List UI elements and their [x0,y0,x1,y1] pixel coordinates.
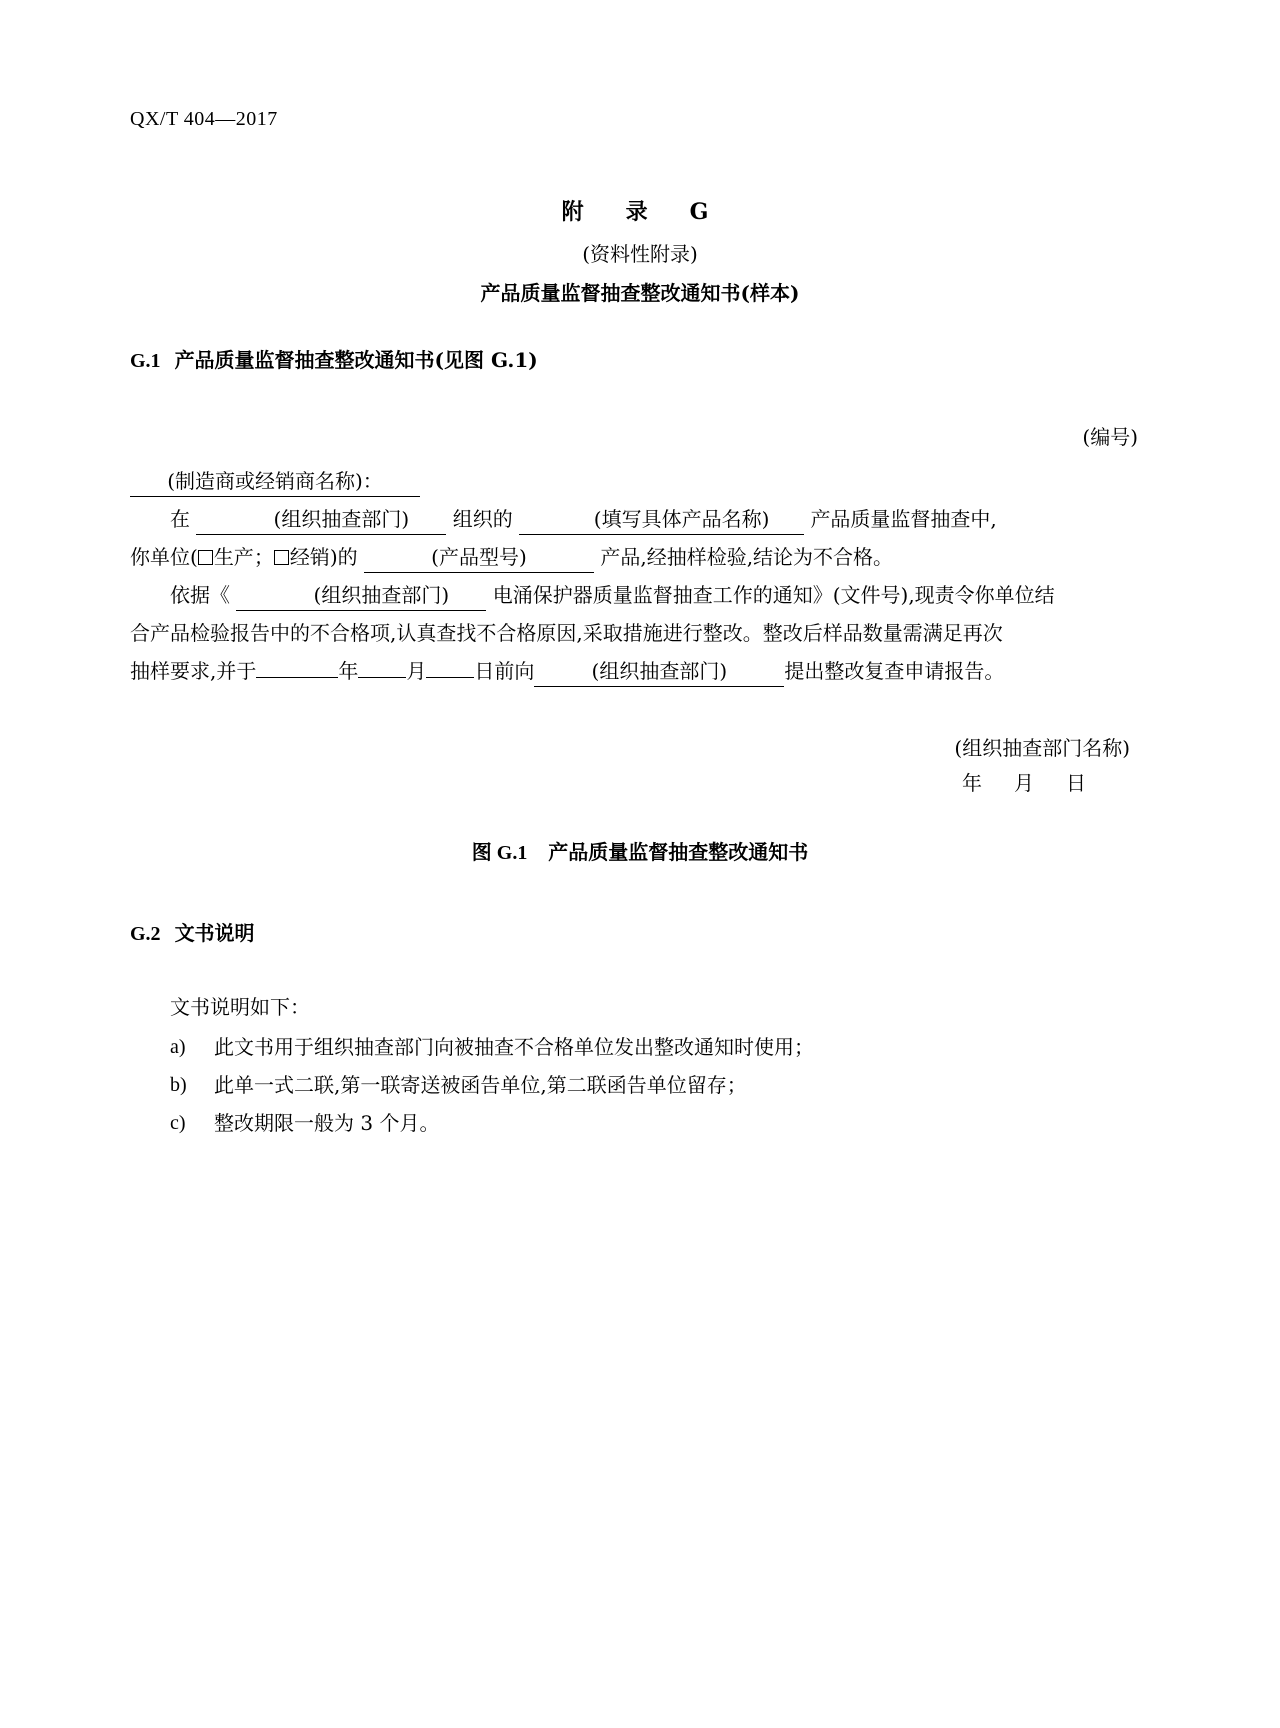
p2-mid-1: 电涌保护器质量监督抽查工作的通知》(文件号),现责令你单位结 [492,583,1055,607]
list-marker: a) [170,1036,186,1058]
p2-unit-day: 日前向 [474,659,535,683]
section-title-g2: 文书说明 [174,921,255,945]
section-number-g2: G.2 [130,923,161,945]
page-header: QX/T 404—2017 [130,108,278,130]
paragraph-2-line-1 [130,576,1150,614]
list-intro: 文书说明如下： [170,995,310,1019]
p1-option-sep: ； [253,545,274,569]
list-item [130,1104,1150,1142]
p2-lead: 依据《 [170,583,230,607]
figure-label: 图 G.1 [471,842,528,864]
section-heading-g1 [130,344,1150,373]
section-number-g1: G.1 [130,350,161,372]
recipient-blank: (制造商或经销商名称)： [130,466,420,497]
section-title-g1: 产品质量监督抽查整改通知书(见图 G.1) [174,348,538,372]
list-marker: b) [170,1074,187,1096]
figure-caption-text: 产品质量监督抽查整改通知书 [548,840,809,864]
p2-line3-end: 提出整改复查申请报告。 [784,659,1005,683]
document-content [130,195,1150,1142]
p2-blank-month [358,677,406,678]
paragraph-1-line-2 [130,538,1150,576]
p2-line3-pre: 抽样要求,并于 [130,659,257,683]
serial-number-label: (编号) [1082,425,1138,449]
p1-line2-end: 产品,经抽样检验,结论为不合格。 [600,545,894,569]
list-text: 此文书用于组织抽查部门向被抽查不合格单位发出整改通知时使用； [214,1035,814,1059]
p2-unit-year: 年 [338,659,359,683]
recipient-line [130,462,1150,500]
figure-caption [130,836,1150,865]
list-item [130,1066,1150,1104]
list-text: 整改期限一般为 3 个月。 [214,1111,440,1135]
p1-line2-mid: )的 [329,545,358,569]
checkbox-distribute-icon[interactable] [274,550,289,565]
p1-blank-org: (组织抽查部门) [196,504,446,535]
p1-option-1: 生产 [213,545,254,569]
list-item [130,1028,1150,1066]
annex-title: 附 录 G [561,199,719,225]
p1-mid-2: 产品质量监督抽查中, [810,507,997,531]
checkbox-produce-icon[interactable] [198,550,213,565]
annex-name: 产品质量监督抽查整改通知书(样本) [480,281,800,305]
paragraph-2-line-3 [130,652,1150,690]
p2-blank-day [426,677,474,678]
p2-unit-month: 月 [406,659,427,683]
p2-blank-org-2: (组织抽查部门) [534,656,784,687]
paragraph-2-line-2: 合产品检验报告中的不合格项,认真查找不合格原因,采取措施进行整改。整改后样品数量需满足再次 [130,621,1003,645]
annex-subtitle: (资料性附录) [582,242,698,266]
p1-mid-1: 组织的 [452,507,513,531]
p1-blank-product: (填写具体产品名称) [519,504,804,535]
signature-block [130,732,1150,796]
paragraph-1-line-1 [130,500,1150,538]
list-text: 此单一式二联,第一联寄送被函告单位,第二联函告单位留存； [214,1073,747,1097]
p1-option-2: 经销 [289,545,330,569]
p2-blank-org: (组织抽查部门) [236,580,486,611]
notes-list [130,1028,1150,1142]
p1-lead: 在 [170,507,190,531]
signature-org: (组织抽查部门名称) [954,736,1130,760]
notice-body [130,462,1150,690]
list-marker: c) [170,1112,186,1134]
signature-date: 年 月 日 [962,771,1092,795]
p2-blank-year [256,677,338,678]
p1-line2-pre: 你单位( [130,545,198,569]
section-heading-g2 [130,917,1150,946]
p1-blank-model: (产品型号) [364,542,594,573]
